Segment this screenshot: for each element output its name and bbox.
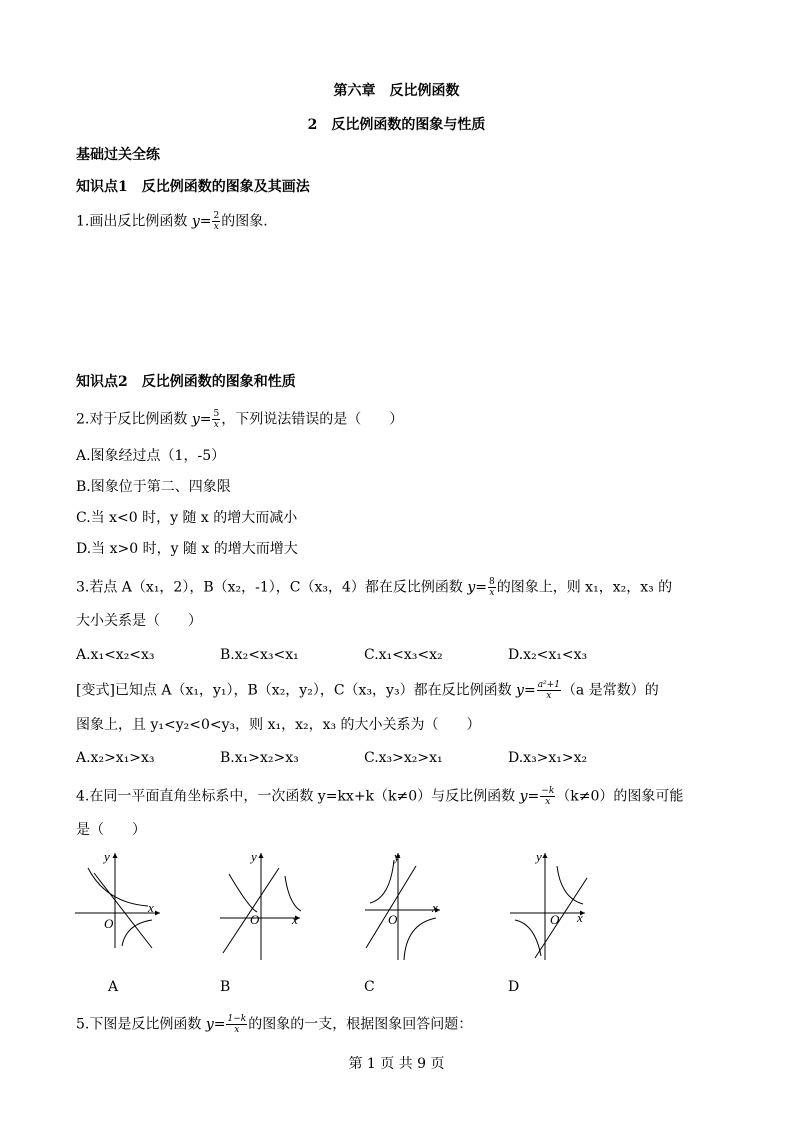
graph-b-origin: O — [250, 912, 260, 927]
question-5 — [76, 1014, 472, 1035]
q5-text: 5.下图是反比例函数 — [76, 1016, 206, 1033]
q4-line-2: 是（ ） — [76, 822, 146, 838]
graph-c-hyperbola-branch-1 — [370, 860, 394, 903]
question-1 — [76, 211, 268, 232]
variant-line-2: 图象上，且 y₁<y₂<0<y₃，则 x₁，x₂，x₃ 的大小关系为（ ） — [76, 717, 481, 733]
q3-denominator: x — [489, 588, 495, 598]
q4-text-end: （k≠0）的图象可能 — [556, 788, 684, 805]
graph-d-hyperbola-branch-1 — [557, 866, 583, 904]
graph-b-y-label: y — [251, 849, 257, 864]
q3-option-c: C.x₁<x₃<x₂ — [364, 647, 443, 663]
variant-func-var: y — [516, 682, 524, 699]
variant-question — [76, 680, 659, 701]
q2-denominator: x — [213, 420, 219, 430]
q3-option-a: A.x₁<x₂<x₃ — [76, 647, 155, 663]
q3-fraction — [488, 577, 496, 598]
section-title: 2 反比例函数的图象与性质 — [307, 117, 486, 133]
question-4 — [76, 786, 683, 807]
q5-text-end: 的图象的一支，根据图象回答问题： — [248, 1016, 473, 1033]
graph-a-x-arrow — [155, 911, 160, 916]
knowledge-point-1-title: 知识点1 反比例函数的图象及其画法 — [76, 179, 310, 195]
variant-option-d: D.x₃>x₁>x₂ — [508, 750, 588, 766]
variant-option-c: C.x₃>x₂>x₁ — [364, 750, 443, 766]
q2-option-a: A.图象经过点（1，-5） — [76, 448, 226, 464]
graph-a-hyperbola-branch-1 — [88, 868, 148, 906]
graph-b-line — [223, 868, 279, 953]
q3-numerator: 8 — [489, 577, 495, 587]
q1-text: 1.画出反比例函数 — [76, 213, 192, 230]
q3-func-var: y — [467, 579, 476, 596]
q1-numerator: 2 — [213, 211, 220, 221]
q4-fraction — [540, 786, 555, 807]
q3-text-end: 的图象上，则 x₁，x₂，x₃ 的 — [496, 579, 673, 596]
graph-c-x-label: x — [432, 900, 438, 915]
q4-func-var: y — [519, 788, 528, 805]
variant-fraction — [537, 680, 561, 701]
graph-c-y-label: y — [394, 849, 400, 864]
q5-fraction — [226, 1014, 247, 1035]
q1-denominator: x — [213, 222, 219, 232]
variant-option-b: B.x₁>x₂>x₃ — [220, 750, 299, 766]
q3-option-b: B.x₂<x₃<x₁ — [220, 647, 299, 663]
graph-b-hyperbola-branch-1 — [229, 874, 257, 912]
variant-option-a: A.x₂>x₁>x₃ — [76, 750, 155, 766]
graph-c-origin: O — [388, 912, 398, 927]
q5-equals: = — [213, 1016, 226, 1033]
graph-a-line — [94, 873, 152, 948]
graph-c-hyperbola-branch-2 — [404, 918, 436, 960]
graph-b-hyperbola-branch-2 — [285, 876, 301, 911]
q5-numerator: 1−k — [227, 1014, 247, 1024]
q4-text: 4.在同一平面直角坐标系中，一次函数 y=kx+k（k≠0）与反比例函数 — [76, 788, 520, 805]
q4-numerator: −k — [541, 786, 555, 796]
q2-text-end: ，下列说法错误的是（ ） — [221, 411, 404, 428]
knowledge-point-2-title: 知识点2 反比例函数的图象和性质 — [76, 374, 296, 390]
exercise-title: 基础过关全练 — [76, 147, 160, 163]
variant-numerator: a²+1 — [537, 680, 560, 690]
variant-text: [变式]已知点 A（x₁，y₁），B（x₂，y₂），C（x₃，y₃）都在反比例函数 — [76, 682, 517, 699]
graph-b — [215, 848, 305, 963]
graph-d-hyperbola-branch-2 — [515, 920, 541, 956]
graph-d-origin: O — [550, 912, 560, 927]
page-footer: 第 1 页 共 9 页 — [348, 1056, 445, 1072]
graph-c-label: C — [364, 979, 375, 995]
q4-equals: = — [527, 788, 540, 805]
q5-func-var: y — [205, 1016, 214, 1033]
q3-option-d: D.x₂<x₁<x₃ — [508, 647, 588, 663]
q1-func-var: y — [191, 213, 200, 230]
q1-fraction — [212, 211, 220, 232]
q4-denominator: x — [545, 797, 551, 807]
q2-equals: = — [199, 411, 212, 428]
q1-text-end: 的图象. — [221, 213, 268, 230]
graph-b-label: B — [220, 979, 231, 995]
graph-a-origin: O — [104, 916, 114, 931]
q3-equals: = — [475, 579, 487, 596]
graph-d-y-label: y — [536, 849, 542, 864]
q2-numerator: 5 — [213, 409, 220, 419]
graph-a-y-arrow — [113, 853, 118, 858]
q2-func-var: y — [191, 411, 200, 428]
q5-denominator: x — [234, 1025, 240, 1035]
q2-fraction — [212, 409, 220, 430]
graph-d-label: D — [508, 979, 520, 995]
q2-text: 2.对于反比例函数 — [76, 411, 192, 428]
variant-denominator: x — [546, 691, 552, 701]
q2-option-d: D.当 x>0 时，y 随 x 的增大而增大 — [76, 541, 298, 557]
q1-equals: = — [199, 213, 212, 230]
graph-d-y-arrow — [543, 853, 548, 858]
graph-a-x-label: x — [148, 900, 154, 915]
chapter-title: 第六章 反比例函数 — [333, 83, 460, 99]
question-2 — [76, 409, 403, 430]
question-3 — [76, 577, 672, 598]
graph-d-x-label: x — [577, 910, 583, 925]
graph-a-y-label: y — [104, 849, 110, 864]
q3-text: 3.若点 A（x₁，2），B（x₂，-1），C（x₃，4）都在反比例函数 — [76, 579, 468, 596]
q2-option-c: C.当 x<0 时，y 随 x 的增大而减小 — [76, 510, 298, 526]
q2-option-b: B.图象位于第二、四象限 — [76, 479, 231, 495]
variant-equals: = — [523, 682, 536, 699]
graph-a-label: A — [108, 979, 119, 995]
q3-line-2: 大小关系是（ ） — [76, 613, 202, 629]
graph-b-y-arrow — [259, 853, 264, 858]
variant-text-end: （a 是常数）的 — [561, 682, 659, 699]
graph-d — [505, 848, 590, 963]
graph-b-x-label: x — [292, 912, 298, 927]
